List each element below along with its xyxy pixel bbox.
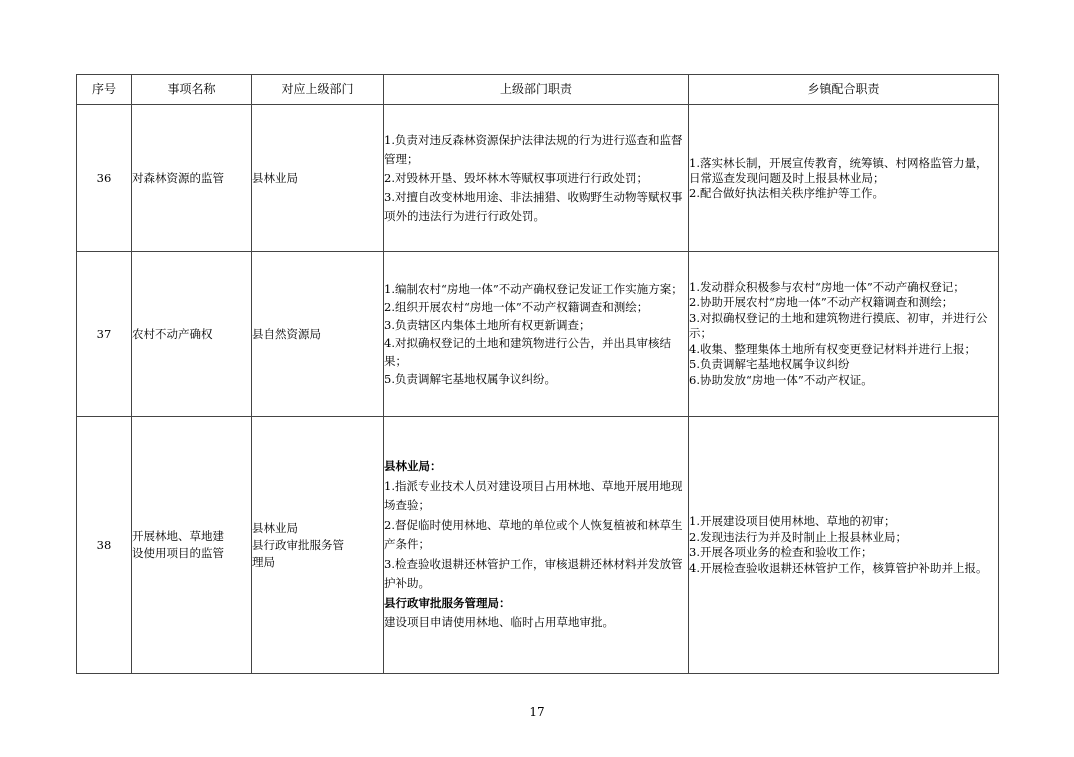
coop-line: 2.发现违法行为并及时制止上报县林业局； [689,529,907,544]
row-town-duties [689,417,999,674]
duty-line: 1.指派专业技术人员对建设项目占用林地、草地开展用地现场查验； [384,478,683,513]
duty-line: 1.编制农村“房地一体”不动产确权登记发证工作实施方案； [384,282,683,296]
duty-heading: 县林业局： [384,459,442,474]
duty-line: 1.负责对违反森林资源保护法律法规的行为进行巡查和监督管理； [384,132,683,166]
page-number: 17 [529,705,545,719]
duty-line: 3.对擅自改变林地用途、非法捕猎、收购野生动物等赋权事项外的违法行为进行行政处罚。 [384,189,683,223]
coop-line: 6.协助发放“房地一体”不动产权证。 [689,372,873,387]
row-town-duties [689,252,999,417]
coop-line: 1.发动群众积极参与农村“房地一体”不动产确权登记； [689,279,965,294]
coop-line: 3.对拟确权登记的土地和建筑物进行摸底、初审，并进行公示； [689,310,988,341]
coop-line: 1.落实林长制，开展宣传教育，统筹镇、村网格监管力量，日常巡查发现问题及时上报县林业局； [689,155,988,185]
coop-line: 1.开展建设项目使用林地、草地的初审； [689,514,896,528]
coop-line: 4.收集、整理集体土地所有权变更登记材料并进行上报； [689,341,976,356]
table-header-row [77,75,999,105]
coop-line: 2.配合做好执法相关秩序维护等工作。 [689,185,884,200]
row-dept-duties [384,252,689,417]
row-town-duties [689,105,999,252]
table-row [77,252,999,417]
duty-line: 4.对拟确权登记的土地和建筑物进行公告，并出具审核结果； [384,336,671,368]
row-seq: 36 [77,105,132,252]
row-seq: 37 [77,252,132,417]
row-seq: 38 [77,417,132,674]
coop-line: 5.负责调解宅基地权属争议纠纷 [689,357,850,372]
duty-line: 5.负责调解宅基地权属争议纠纷。 [384,372,556,386]
row-item-name: 农村不动产确权 [132,252,252,417]
row-dept-duties [384,105,689,252]
header-dept-duties: 上级部门职责 [384,75,689,105]
duty-line: 2.对毁林开垦、毁坏林木等赋权事项进行行政处罚； [384,170,648,185]
duty-heading: 县行政审批服务管理局： [384,595,511,610]
header-dept: 对应上级部门 [252,75,384,105]
row-dept: 县自然资源局 [252,252,384,417]
coop-line: 3.开展各项业务的检查和验收工作； [689,545,873,559]
responsibility-table [76,74,999,674]
duty-line: 3.检查验收退耕还林管护工作，审核退耕还林材料并发放管护补助。 [384,556,683,591]
row-item-name: 开展林地、草地建 设使用项目的监管 [132,417,252,674]
duty-line: 建设项目申请使用林地、临时占用草地审批。 [384,615,614,630]
duty-line: 3.负责辖区内集体土地所有权更新调查； [384,318,591,332]
header-seq: 序号 [77,75,132,105]
row-item-name: 对森林资源的监管 [132,105,252,252]
row-dept: 县林业局 [252,105,384,252]
duty-line: 2.督促临时使用林地、草地的单位或个人恢复植被和林草生产条件； [384,517,683,552]
header-item-name: 事项名称 [132,75,252,105]
duty-line: 2.组织开展农村“房地一体”不动产权籍调查和测绘； [384,300,649,314]
table-row [77,105,999,252]
table-row [77,417,999,674]
header-town-duties: 乡镇配合职责 [689,75,999,105]
coop-line: 2.协助开展农村“房地一体”不动产权籍调查和测绘； [689,295,954,310]
coop-line: 4.开展检查验收退耕还林管护工作，核算管护补助并上报。 [689,560,988,575]
row-dept: 县林业局 县行政审批服务管 理局 [252,417,384,674]
row-dept-duties [384,417,689,674]
